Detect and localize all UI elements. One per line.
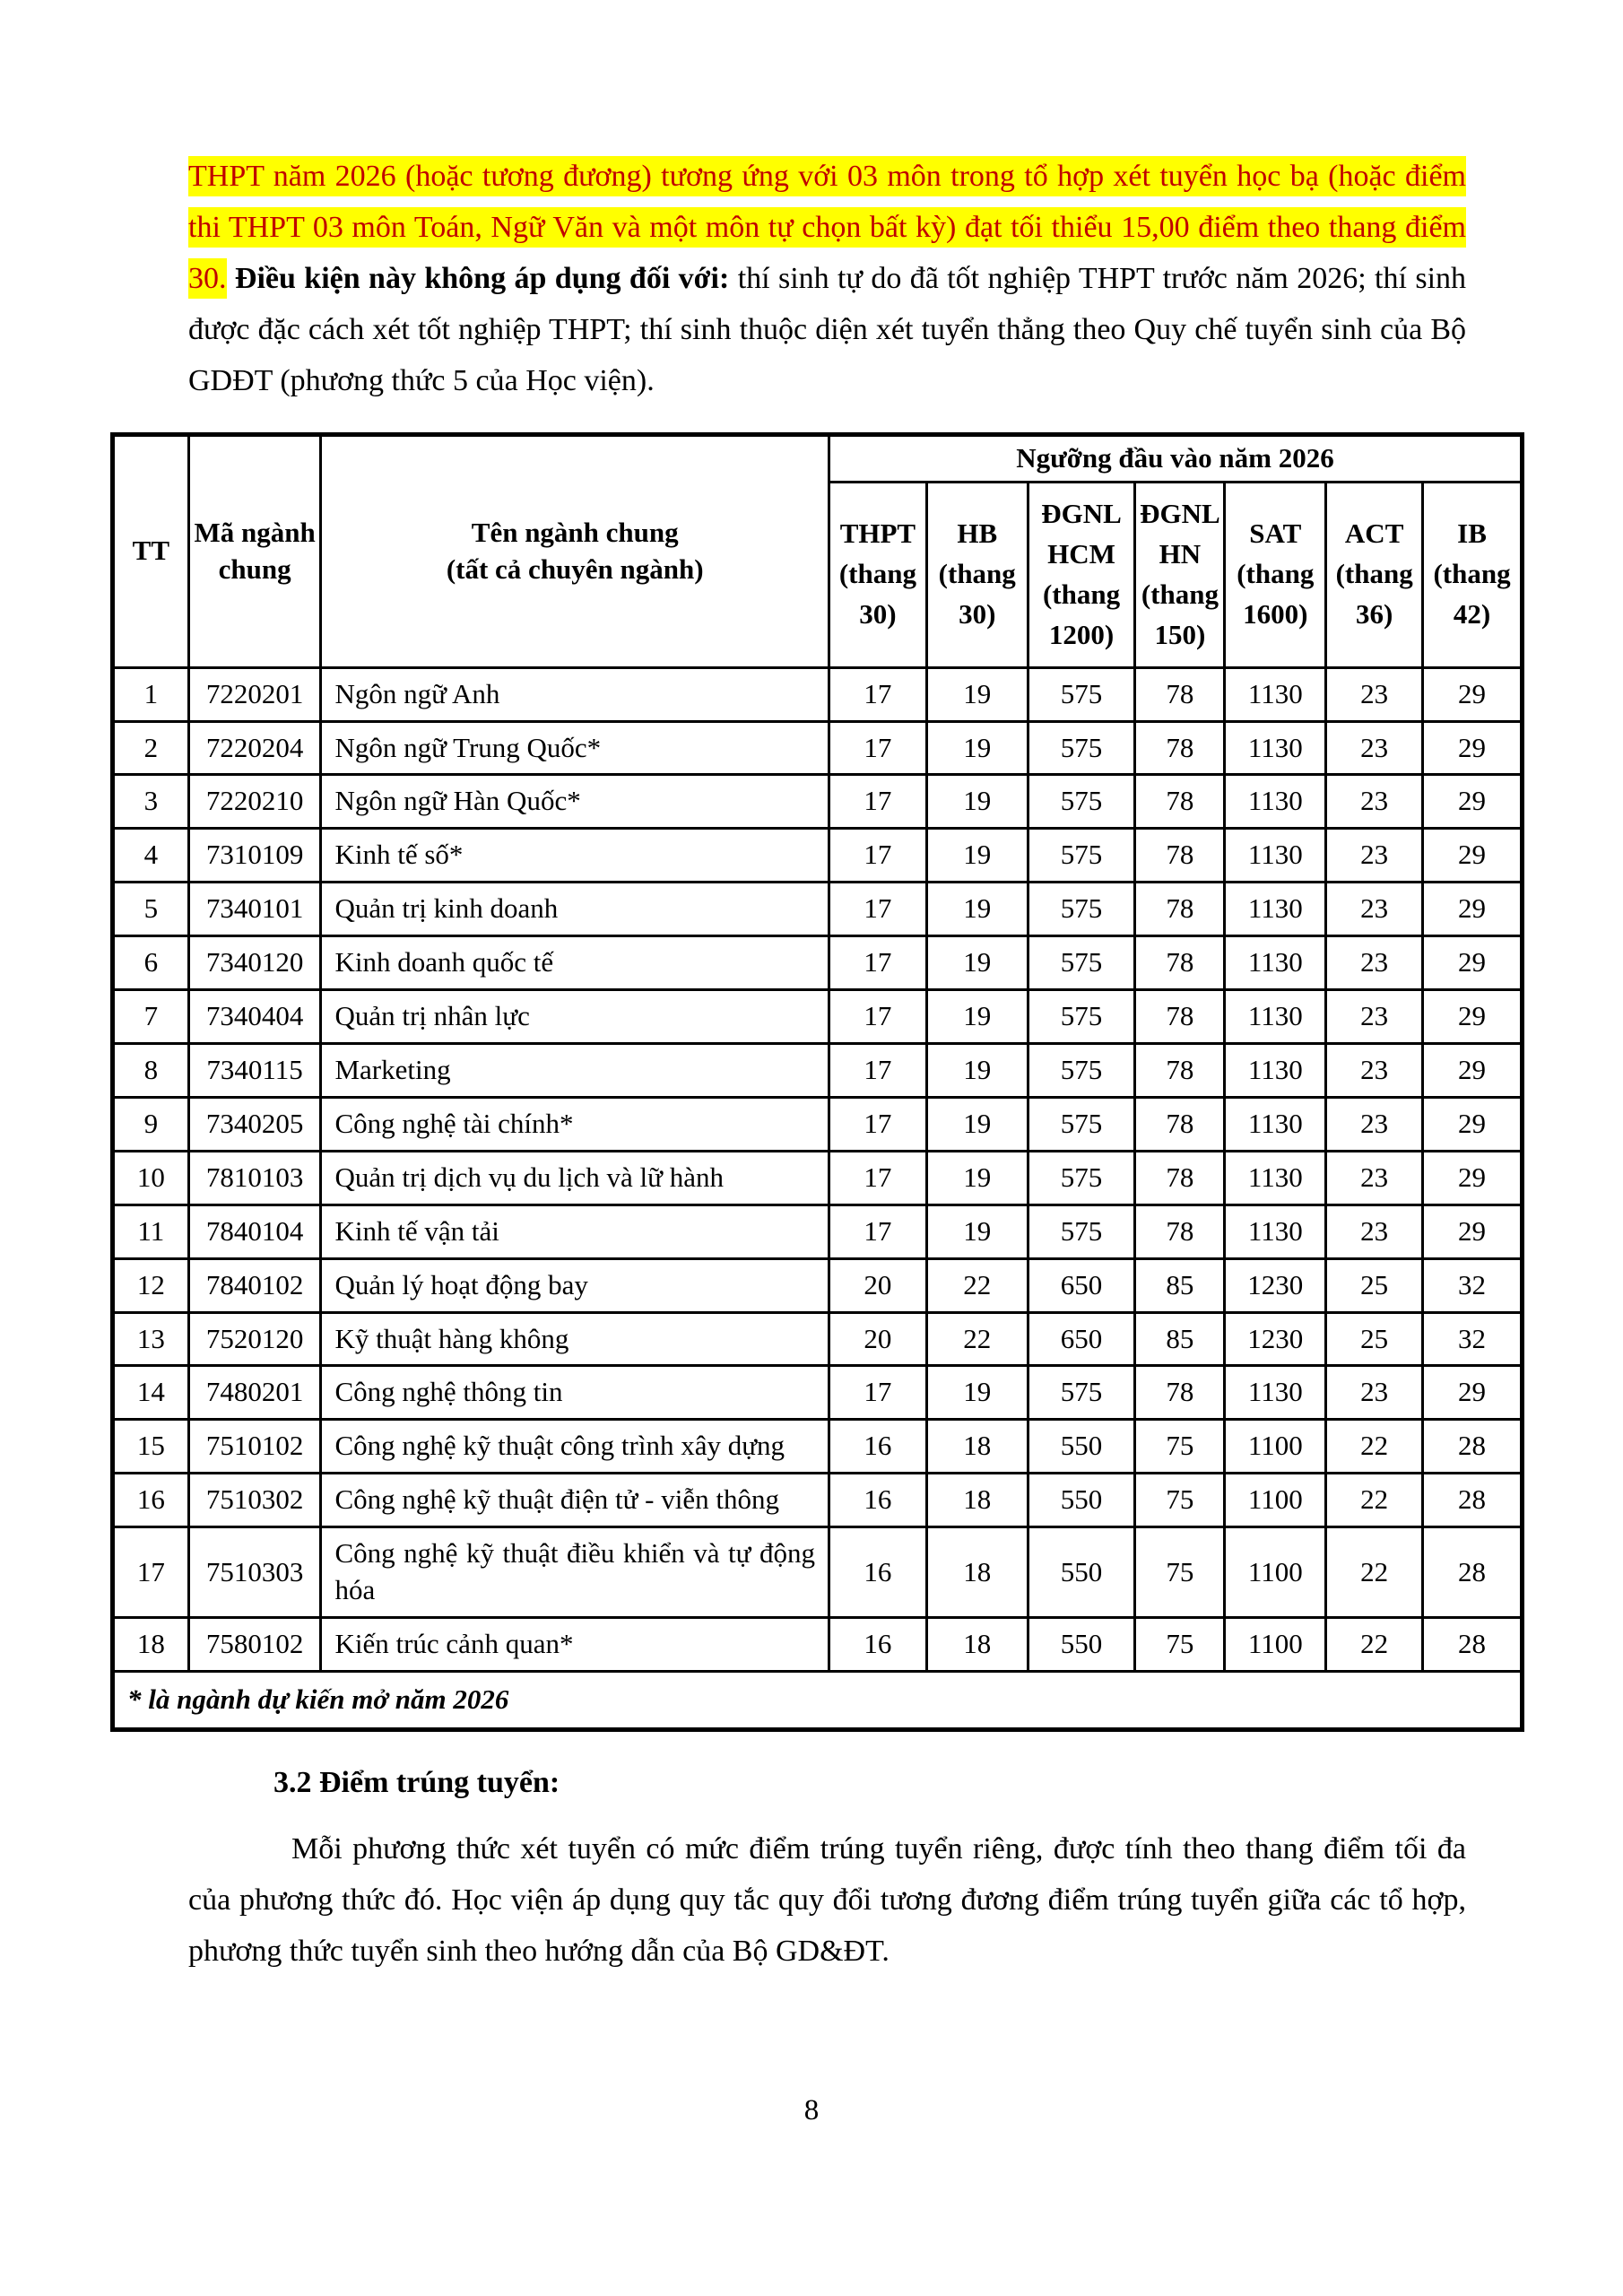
cell-major-code: 7340115 bbox=[188, 1044, 321, 1098]
cell-sat: 1130 bbox=[1225, 721, 1326, 775]
cell-tt: 16 bbox=[113, 1474, 189, 1527]
cell-thpt: 17 bbox=[829, 1044, 926, 1098]
cell-major-name: Kỹ thuật hàng không bbox=[321, 1312, 829, 1366]
cell-thpt: 20 bbox=[829, 1258, 926, 1312]
cell-tt: 7 bbox=[113, 990, 189, 1044]
table-row bbox=[113, 1312, 1523, 1366]
cell-dgnl-hn: 78 bbox=[1135, 990, 1225, 1044]
cell-hb: 18 bbox=[926, 1617, 1028, 1671]
cell-hb: 18 bbox=[926, 1474, 1028, 1527]
cell-ib: 28 bbox=[1423, 1527, 1523, 1618]
cell-sat: 1130 bbox=[1225, 936, 1326, 990]
cell-major-name: Quản trị nhân lực bbox=[321, 990, 829, 1044]
cell-tt: 14 bbox=[113, 1366, 189, 1420]
cell-act: 23 bbox=[1326, 1151, 1423, 1205]
cell-major-code: 7310109 bbox=[188, 829, 321, 883]
column-header-sat: SAT (thang 1600) bbox=[1225, 482, 1326, 667]
cell-dgnl-hn: 78 bbox=[1135, 829, 1225, 883]
cell-dgnl-hn: 78 bbox=[1135, 883, 1225, 936]
table-row bbox=[113, 1258, 1523, 1312]
table-row bbox=[113, 1617, 1523, 1671]
cell-major-name: Marketing bbox=[321, 1044, 829, 1098]
table-row bbox=[113, 667, 1523, 721]
cell-dgnl-hcm: 575 bbox=[1028, 775, 1135, 829]
cell-major-name: Kinh tế số* bbox=[321, 829, 829, 883]
cell-major-code: 7340205 bbox=[188, 1097, 321, 1151]
major-name-header-line1: Tên ngành chung bbox=[471, 516, 679, 548]
cell-dgnl-hcm: 550 bbox=[1028, 1617, 1135, 1671]
cell-hb: 19 bbox=[926, 1205, 1028, 1258]
cell-tt: 5 bbox=[113, 883, 189, 936]
cell-tt: 12 bbox=[113, 1258, 189, 1312]
cell-dgnl-hcm: 550 bbox=[1028, 1474, 1135, 1527]
cell-ib: 32 bbox=[1423, 1258, 1523, 1312]
cell-hb: 19 bbox=[926, 990, 1028, 1044]
cell-hb: 19 bbox=[926, 883, 1028, 936]
cell-major-name: Kiến trúc cảnh quan* bbox=[321, 1617, 829, 1671]
cell-ib: 28 bbox=[1423, 1617, 1523, 1671]
cell-thpt: 17 bbox=[829, 990, 926, 1044]
table-row bbox=[113, 1151, 1523, 1205]
cell-major-code: 7510303 bbox=[188, 1527, 321, 1618]
cell-dgnl-hn: 78 bbox=[1135, 667, 1225, 721]
cell-thpt: 16 bbox=[829, 1420, 926, 1474]
cell-major-code: 7340120 bbox=[188, 936, 321, 990]
cell-dgnl-hcm: 575 bbox=[1028, 990, 1135, 1044]
table-row bbox=[113, 721, 1523, 775]
cell-ib: 29 bbox=[1423, 721, 1523, 775]
cell-tt: 11 bbox=[113, 1205, 189, 1258]
cell-major-code: 7840104 bbox=[188, 1205, 321, 1258]
table-row bbox=[113, 883, 1523, 936]
cell-major-name: Kinh doanh quốc tế bbox=[321, 936, 829, 990]
table-row bbox=[113, 990, 1523, 1044]
table-row bbox=[113, 1420, 1523, 1474]
cell-dgnl-hn: 78 bbox=[1135, 1205, 1225, 1258]
table-group-header: Ngưỡng đầu vào năm 2026 bbox=[829, 435, 1522, 483]
cell-sat: 1130 bbox=[1225, 775, 1326, 829]
cell-hb: 19 bbox=[926, 1366, 1028, 1420]
cell-major-name: Quản lý hoạt động bay bbox=[321, 1258, 829, 1312]
cell-thpt: 17 bbox=[829, 1205, 926, 1258]
cell-dgnl-hcm: 550 bbox=[1028, 1527, 1135, 1618]
cell-sat: 1130 bbox=[1225, 1366, 1326, 1420]
cell-dgnl-hn: 85 bbox=[1135, 1312, 1225, 1366]
cell-ib: 28 bbox=[1423, 1420, 1523, 1474]
cell-major-code: 7520120 bbox=[188, 1312, 321, 1366]
cell-sat: 1130 bbox=[1225, 1044, 1326, 1098]
cell-hb: 18 bbox=[926, 1527, 1028, 1618]
cell-hb: 19 bbox=[926, 1097, 1028, 1151]
cell-act: 23 bbox=[1326, 721, 1423, 775]
cell-dgnl-hn: 78 bbox=[1135, 1151, 1225, 1205]
cell-thpt: 17 bbox=[829, 883, 926, 936]
cell-tt: 6 bbox=[113, 936, 189, 990]
cell-major-name: Công nghệ thông tin bbox=[321, 1366, 829, 1420]
cell-major-code: 7510302 bbox=[188, 1474, 321, 1527]
cell-sat: 1100 bbox=[1225, 1474, 1326, 1527]
cell-ib: 29 bbox=[1423, 667, 1523, 721]
column-header-tt: TT bbox=[113, 435, 189, 668]
cell-sat: 1230 bbox=[1225, 1258, 1326, 1312]
cell-ib: 29 bbox=[1423, 829, 1523, 883]
cell-dgnl-hcm: 575 bbox=[1028, 1044, 1135, 1098]
cell-ib: 29 bbox=[1423, 1151, 1523, 1205]
cell-dgnl-hn: 78 bbox=[1135, 1044, 1225, 1098]
cell-act: 25 bbox=[1326, 1312, 1423, 1366]
cell-act: 23 bbox=[1326, 936, 1423, 990]
cell-hb: 19 bbox=[926, 775, 1028, 829]
table-row bbox=[113, 775, 1523, 829]
table-row bbox=[113, 829, 1523, 883]
cell-tt: 17 bbox=[113, 1527, 189, 1618]
cell-act: 23 bbox=[1326, 667, 1423, 721]
cell-thpt: 17 bbox=[829, 829, 926, 883]
cell-dgnl-hcm: 575 bbox=[1028, 1151, 1135, 1205]
cell-dgnl-hn: 75 bbox=[1135, 1527, 1225, 1618]
intro-normal-text: thí sinh tự do đã tốt nghiệp THPT trước năm 2026; thí sinh được đặc cách xét tốt nghiệp THPT; thí sinh thuộc diện xét tuyển thẳng theo Quy chế tuyển sinh của Bộ GDĐT (phương thức 5 của Học viện). bbox=[188, 262, 1467, 397]
cell-act: 22 bbox=[1326, 1617, 1423, 1671]
cell-major-name: Ngôn ngữ Hàn Quốc* bbox=[321, 775, 829, 829]
column-header-act: ACT (thang 36) bbox=[1326, 482, 1423, 667]
cell-dgnl-hn: 78 bbox=[1135, 1366, 1225, 1420]
cell-hb: 22 bbox=[926, 1258, 1028, 1312]
cell-sat: 1130 bbox=[1225, 1205, 1326, 1258]
cell-thpt: 16 bbox=[829, 1527, 926, 1618]
cell-thpt: 17 bbox=[829, 667, 926, 721]
cell-dgnl-hn: 75 bbox=[1135, 1474, 1225, 1527]
column-header-thpt: THPT (thang 30) bbox=[829, 482, 926, 667]
cell-act: 22 bbox=[1326, 1527, 1423, 1618]
cell-hb: 19 bbox=[926, 936, 1028, 990]
cell-dgnl-hn: 78 bbox=[1135, 775, 1225, 829]
cell-act: 23 bbox=[1326, 1044, 1423, 1098]
cell-act: 23 bbox=[1326, 883, 1423, 936]
highlighted-condition-text: THPT năm 2026 (hoặc tương đương) tương ứng với 03 môn trong tổ hợp xét tuyển học bạ (hoặc điểm thi THPT 03 môn Toán, Ngữ Văn và một môn tự chọn bất kỳ) đạt tối thiểu 15,00 điểm theo thang điểm 30. bbox=[188, 156, 1466, 299]
cell-dgnl-hcm: 575 bbox=[1028, 936, 1135, 990]
cell-ib: 29 bbox=[1423, 883, 1523, 936]
cell-major-name: Ngôn ngữ Trung Quốc* bbox=[321, 721, 829, 775]
cell-ib: 29 bbox=[1423, 990, 1523, 1044]
cell-tt: 13 bbox=[113, 1312, 189, 1366]
column-header-ib: IB (thang 42) bbox=[1423, 482, 1523, 667]
cell-act: 23 bbox=[1326, 1366, 1423, 1420]
cell-dgnl-hn: 78 bbox=[1135, 1097, 1225, 1151]
cell-dgnl-hcm: 575 bbox=[1028, 721, 1135, 775]
column-header-major-code: Mã ngành chung bbox=[188, 435, 321, 668]
cell-dgnl-hn: 78 bbox=[1135, 936, 1225, 990]
cell-tt: 4 bbox=[113, 829, 189, 883]
cell-tt: 18 bbox=[113, 1617, 189, 1671]
cell-thpt: 17 bbox=[829, 1097, 926, 1151]
cell-dgnl-hcm: 650 bbox=[1028, 1258, 1135, 1312]
column-header-dgnl-hcm: ĐGNL HCM (thang 1200) bbox=[1028, 482, 1135, 667]
cell-thpt: 16 bbox=[829, 1617, 926, 1671]
cell-tt: 10 bbox=[113, 1151, 189, 1205]
cell-dgnl-hcm: 650 bbox=[1028, 1312, 1135, 1366]
cell-major-code: 7510102 bbox=[188, 1420, 321, 1474]
cell-act: 23 bbox=[1326, 1205, 1423, 1258]
cell-major-code: 7220204 bbox=[188, 721, 321, 775]
cell-sat: 1130 bbox=[1225, 883, 1326, 936]
table-row bbox=[113, 1205, 1523, 1258]
cell-dgnl-hn: 78 bbox=[1135, 721, 1225, 775]
cell-sat: 1100 bbox=[1225, 1527, 1326, 1618]
cell-major-code: 7220201 bbox=[188, 667, 321, 721]
cell-major-name: Quản trị kinh doanh bbox=[321, 883, 829, 936]
cell-sat: 1100 bbox=[1225, 1420, 1326, 1474]
cell-major-name: Quản trị dịch vụ du lịch và lữ hành bbox=[321, 1151, 829, 1205]
major-name-header-line2: (tất cả chuyên ngành) bbox=[446, 552, 704, 585]
cell-tt: 9 bbox=[113, 1097, 189, 1151]
cell-dgnl-hcm: 575 bbox=[1028, 883, 1135, 936]
cell-major-code: 7340101 bbox=[188, 883, 321, 936]
column-header-major-name bbox=[321, 435, 829, 668]
column-header-dgnl-hn: ĐGNL HN (thang 150) bbox=[1135, 482, 1225, 667]
cell-thpt: 17 bbox=[829, 1151, 926, 1205]
cell-tt: 2 bbox=[113, 721, 189, 775]
cell-sat: 1230 bbox=[1225, 1312, 1326, 1366]
intro-bold-text: Điều kiện này không áp dụng đối với: bbox=[234, 262, 730, 295]
cell-hb: 19 bbox=[926, 667, 1028, 721]
cell-sat: 1130 bbox=[1225, 1097, 1326, 1151]
table-row bbox=[113, 936, 1523, 990]
cell-act: 23 bbox=[1326, 990, 1423, 1044]
cell-act: 25 bbox=[1326, 1258, 1423, 1312]
cell-major-code: 7840102 bbox=[188, 1258, 321, 1312]
cell-major-name: Công nghệ tài chính* bbox=[321, 1097, 829, 1151]
cell-hb: 19 bbox=[926, 829, 1028, 883]
cell-dgnl-hcm: 575 bbox=[1028, 829, 1135, 883]
cell-major-name: Công nghệ kỹ thuật công trình xây dựng bbox=[321, 1420, 829, 1474]
cell-hb: 18 bbox=[926, 1420, 1028, 1474]
cell-dgnl-hcm: 575 bbox=[1028, 667, 1135, 721]
cell-dgnl-hn: 75 bbox=[1135, 1420, 1225, 1474]
cell-tt: 1 bbox=[113, 667, 189, 721]
cell-ib: 32 bbox=[1423, 1312, 1523, 1366]
intro-paragraph bbox=[188, 151, 1466, 406]
cell-major-name: Kinh tế vận tải bbox=[321, 1205, 829, 1258]
cell-hb: 19 bbox=[926, 1044, 1028, 1098]
cell-hb: 19 bbox=[926, 1151, 1028, 1205]
cell-ib: 29 bbox=[1423, 1044, 1523, 1098]
cell-act: 23 bbox=[1326, 1097, 1423, 1151]
cell-dgnl-hcm: 575 bbox=[1028, 1366, 1135, 1420]
cell-thpt: 16 bbox=[829, 1474, 926, 1527]
cell-sat: 1130 bbox=[1225, 667, 1326, 721]
cell-major-code: 7580102 bbox=[188, 1617, 321, 1671]
cell-tt: 8 bbox=[113, 1044, 189, 1098]
cell-thpt: 17 bbox=[829, 1366, 926, 1420]
cell-major-code: 7220210 bbox=[188, 775, 321, 829]
cell-ib: 29 bbox=[1423, 1366, 1523, 1420]
column-header-hb: HB (thang 30) bbox=[926, 482, 1028, 667]
cell-dgnl-hcm: 575 bbox=[1028, 1205, 1135, 1258]
cell-dgnl-hcm: 550 bbox=[1028, 1420, 1135, 1474]
cell-act: 23 bbox=[1326, 829, 1423, 883]
cell-major-name: Công nghệ kỹ thuật điện tử - viễn thông bbox=[321, 1474, 829, 1527]
table-row bbox=[113, 1474, 1523, 1527]
cell-sat: 1130 bbox=[1225, 990, 1326, 1044]
cell-hb: 19 bbox=[926, 721, 1028, 775]
cell-major-name: Ngôn ngữ Anh bbox=[321, 667, 829, 721]
cell-thpt: 20 bbox=[829, 1312, 926, 1366]
table-row bbox=[113, 1527, 1523, 1618]
header-row-group bbox=[113, 435, 1523, 483]
cell-sat: 1130 bbox=[1225, 1151, 1326, 1205]
admission-threshold-table bbox=[110, 432, 1524, 1732]
cell-dgnl-hn: 75 bbox=[1135, 1617, 1225, 1671]
cell-tt: 15 bbox=[113, 1420, 189, 1474]
cell-thpt: 17 bbox=[829, 936, 926, 990]
table-row bbox=[113, 1097, 1523, 1151]
cell-thpt: 17 bbox=[829, 775, 926, 829]
cell-dgnl-hn: 85 bbox=[1135, 1258, 1225, 1312]
cell-major-code: 7340404 bbox=[188, 990, 321, 1044]
cell-ib: 29 bbox=[1423, 1097, 1523, 1151]
cell-thpt: 17 bbox=[829, 721, 926, 775]
cell-hb: 22 bbox=[926, 1312, 1028, 1366]
table-row bbox=[113, 1366, 1523, 1420]
section-heading: 3.2 Điểm trúng tuyển: bbox=[273, 1765, 560, 1799]
cell-act: 22 bbox=[1326, 1420, 1423, 1474]
cell-tt: 3 bbox=[113, 775, 189, 829]
cell-sat: 1100 bbox=[1225, 1617, 1326, 1671]
cell-sat: 1130 bbox=[1225, 829, 1326, 883]
page-number: 8 bbox=[803, 2094, 820, 2126]
table-footnote: * là ngành dự kiến mở năm 2026 bbox=[113, 1671, 1523, 1729]
cell-dgnl-hcm: 575 bbox=[1028, 1097, 1135, 1151]
cell-act: 22 bbox=[1326, 1474, 1423, 1527]
cell-act: 23 bbox=[1326, 775, 1423, 829]
table-row bbox=[113, 1044, 1523, 1098]
table-footnote-row bbox=[113, 1671, 1523, 1729]
cell-ib: 29 bbox=[1423, 936, 1523, 990]
cell-ib: 29 bbox=[1423, 1205, 1523, 1258]
body-paragraph: Mỗi phương thức xét tuyển có mức điểm trúng tuyển riêng, được tính theo thang điểm tối đa của phương thức đó. Học viện áp dụng quy tắc quy đổi tương đương điểm trúng tuyển giữa các tổ hợp, phương thức tuyển sinh theo hướng dẫn của Bộ GD&ĐT. bbox=[188, 1831, 1466, 1968]
cell-major-name: Công nghệ kỹ thuật điều khiển và tự động hóa bbox=[321, 1527, 829, 1618]
cell-major-code: 7810103 bbox=[188, 1151, 321, 1205]
cell-ib: 28 bbox=[1423, 1474, 1523, 1527]
cell-ib: 29 bbox=[1423, 775, 1523, 829]
cell-major-code: 7480201 bbox=[188, 1366, 321, 1420]
